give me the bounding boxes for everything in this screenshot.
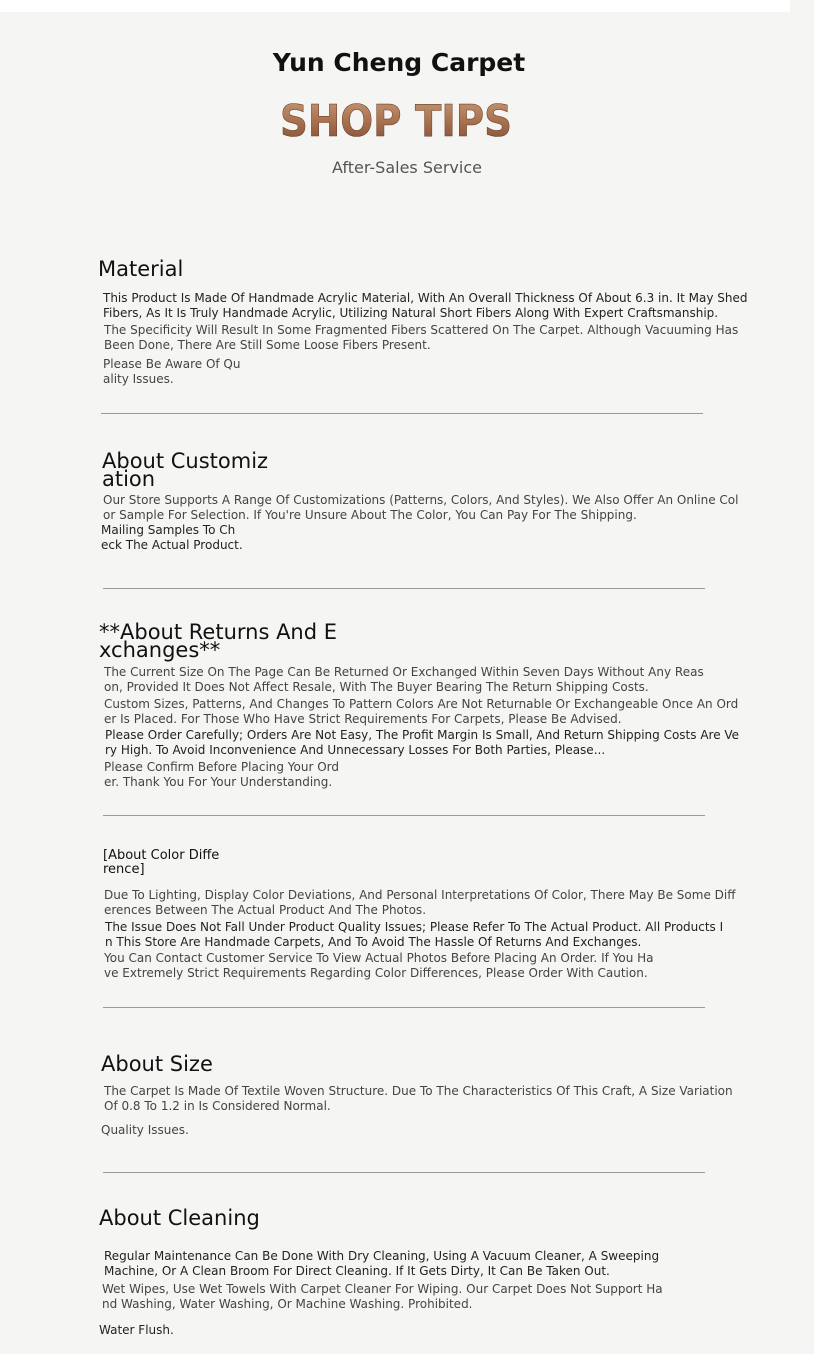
color-difference-heading: [About Color Diffe rence] — [103, 848, 220, 877]
color-paragraph-1: Due To Lighting, Display Color Deviations, And Personal Interpretations Of Color, There May Be Some Diff erences Between The Actual Product And The Photos. — [104, 888, 736, 917]
shop-name: Yun Cheng Carpet — [272, 48, 526, 77]
cleaning-paragraph-3: Water Flush. — [99, 1323, 174, 1337]
section-divider — [103, 1007, 705, 1008]
color-paragraph-3: You Can Contact Customer Service To View Actual Photos Before Placing An Order. If You Ha ve Extremely Strict Requirements Regarding Color Differences, Please Order With Caution. — [104, 951, 654, 980]
section-divider — [103, 815, 705, 816]
section-divider — [103, 588, 705, 589]
page-subtitle: After-Sales Service — [332, 158, 482, 177]
logo-text: SHOP TIPS — [280, 96, 512, 147]
color-paragraph-2: The Issue Does Not Fall Under Product Quality Issues; Please Refer To The Actual Product. All Products I n This Store Are Handmade Carpets, And To Avoid The Hassle Of Returns And Exchanges. — [105, 920, 724, 949]
size-paragraph-2: Quality Issues. — [101, 1123, 189, 1137]
top-bar — [0, 0, 790, 12]
customization-paragraph-2: Mailing Samples To Ch eck The Actual Product. — [101, 523, 243, 552]
section-divider — [101, 413, 703, 414]
shop-tips-logo — [276, 80, 516, 150]
cleaning-paragraph-1: Regular Maintenance Can Be Done With Dry Cleaning, Using A Vacuum Cleaner, A Sweeping Machine, Or A Clean Broom For Direct Cleaning. If It Gets Dirty, It Can Be Taken Out. — [104, 1249, 660, 1278]
size-paragraph-1: The Carpet Is Made Of Textile Woven Structure. Due To The Characteristics Of This Craft, A Size Variation Of 0.8 To 1.2 in Is Considered Normal. — [104, 1084, 733, 1113]
material-paragraph-3: Please Be Aware Of Qu ality Issues. — [103, 357, 241, 386]
customization-paragraph-1: Our Store Supports A Range Of Customizations (Patterns, Colors, And Styles). We Also Offer An Online Col or Sample For Selection. If You're Unsure About The Color, You Can Pay For The Shipping. — [103, 493, 739, 522]
material-paragraph-2: The Specificity Will Result In Some Fragmented Fibers Scattered On The Carpet. Although Vacuuming Has Been Done, There Are Still Some Loose Fibers Present. — [104, 323, 739, 352]
cleaning-heading: About Cleaning — [99, 1206, 260, 1230]
returns-paragraph-2: Custom Sizes, Patterns, And Changes To Pattern Colors Are Not Returnable Or Exchangeable Once An Ord er Is Placed. For Those Who Have Strict Requirements For Carpets, Please Be Advised. — [104, 697, 739, 726]
material-heading: Material — [98, 257, 184, 281]
material-paragraph-1: This Product Is Made Of Handmade Acrylic Material, With An Overall Thickness Of About 6.3 in. It May Shed Fibers, As It Is Truly Handmade Acrylic, Utilizing Natural Short Fibers Along With Expert Craftsmanship. — [103, 291, 748, 320]
cleaning-paragraph-2: Wet Wipes, Use Wet Towels With Carpet Cleaner For Wiping. Our Carpet Does Not Support Ha nd Washing, Water Washing, Or Machine Washing. Prohibited. — [102, 1282, 663, 1311]
section-divider — [103, 1172, 705, 1173]
returns-paragraph-4: Please Confirm Before Placing Your Ord er. Thank You For Your Understanding. — [104, 760, 340, 789]
size-heading: About Size — [101, 1052, 213, 1076]
customization-heading: About Customiz ation — [102, 449, 269, 491]
returns-heading: **About Returns And E xchanges** — [99, 620, 338, 662]
returns-paragraph-3: Please Order Carefully; Orders Are Not Easy, The Profit Margin Is Small, And Return Shipping Costs Are Ve ry High. To Avoid Inconvenience And Unnecessary Losses For Both Parties, Please... — [105, 728, 740, 757]
returns-paragraph-1: The Current Size On The Page Can Be Returned Or Exchanged Within Seven Days Without Any Reas on, Provided It Does Not Affect Resale, With The Buyer Bearing The Return Shipping Costs. — [104, 665, 704, 694]
